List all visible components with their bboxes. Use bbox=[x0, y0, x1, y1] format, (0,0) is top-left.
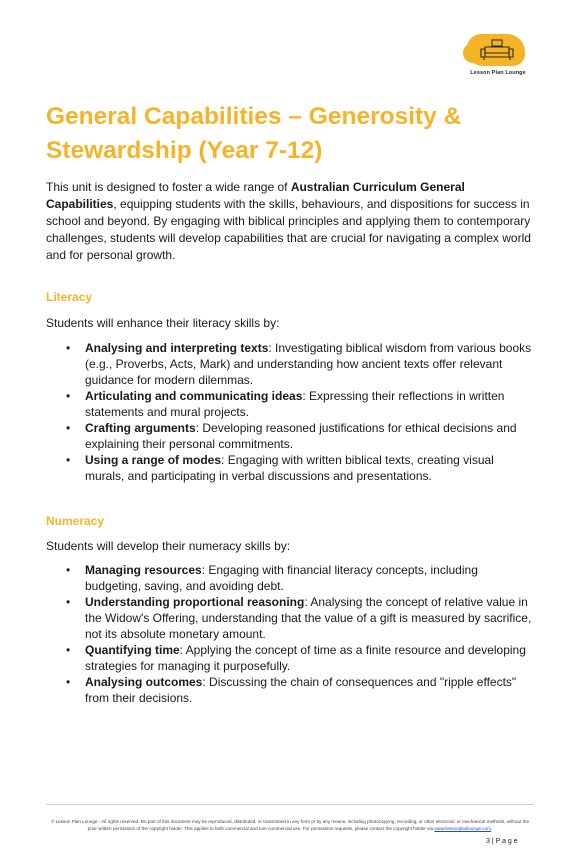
list-item: • Analysing and interpreting texts: Investigating biblical wisdom from various books (e.g., Proverbs, Acts, Mark) and understanding how ancient texts offer relevant guidance for modern dilemmas. bbox=[66, 341, 532, 387]
list-item: • Analysing outcomes: Discussing the chain of consequences and "ripple effects" from their decisions. bbox=[66, 675, 517, 705]
page-number: 3 | P a g e bbox=[486, 838, 518, 845]
list-item: • Quantifying time: Applying the concept of time as a finite resource and developing strategies for managing it purposefully. bbox=[66, 643, 526, 673]
bullet-icon: • bbox=[66, 389, 71, 403]
intro-paragraph: This unit is designed to foster a wide range of Australian Curriculum General Capabilities, equipping students with the skills, behaviours, and dispositions for success in school and beyond. By engaging with biblical principles and applying them to contemporary challenges, students will develop capabilities that are crucial for navigating a complex world and for personal growth. bbox=[46, 180, 531, 262]
literacy-list bbox=[46, 340, 536, 484]
list-item: • Crafting arguments: Developing reasoned justifications for ethical decisions and explaining their personal commitments. bbox=[66, 421, 517, 451]
bullet-icon: • bbox=[66, 675, 71, 689]
literacy-lead: Students will enhance their literacy skills by: bbox=[46, 316, 280, 330]
brand-logo bbox=[461, 29, 535, 79]
page-title: General Capabilities – Generosity & Stewardship (Year 7-12) bbox=[46, 103, 462, 164]
bullet-icon: • bbox=[66, 563, 71, 577]
bullet-icon: • bbox=[66, 453, 71, 467]
bullet-icon: • bbox=[66, 421, 71, 435]
numeracy-list bbox=[46, 562, 536, 706]
literacy-heading: Literacy bbox=[46, 290, 93, 304]
list-item: • Understanding proportional reasoning: Analysing the concept of relative value in the Widow's Offering, understanding that the value of a gift is measured by sacrifice, not its absolute monetary amount. bbox=[66, 595, 532, 641]
website-link[interactable]: www.lessonplanlounge.com bbox=[434, 826, 492, 831]
logo-text: Lesson Plan Lounge bbox=[470, 70, 526, 76]
bullet-icon: • bbox=[66, 595, 71, 609]
list-item: • Using a range of modes: Engaging with written biblical texts, creating visual murals, and participating in verbal discussions and presentations. bbox=[66, 453, 494, 483]
bullet-icon: • bbox=[66, 341, 71, 355]
sofa-icon bbox=[475, 35, 519, 65]
numeracy-lead: Students will develop their numeracy skills by: bbox=[46, 539, 291, 553]
numeracy-heading: Numeracy bbox=[46, 514, 105, 528]
bullet-icon: • bbox=[66, 643, 71, 657]
footer-divider bbox=[46, 804, 534, 805]
copyright-notice: © Lesson Plan Lounge - All rights reserved. No part of this document may be reproduced, distributed, or transmitted in any form or by any means, including photocopying, recording, or other electronic or mechanical methods, without the prior written permission of the copyright holder. This applies to both commercial and non-commercial use. For permission requests, please contact the copyright holder via www.lessonplanlounge.com. bbox=[50, 819, 530, 831]
list-item: • Managing resources: Engaging with financial literacy concepts, including budgeting, saving, and avoiding debt. bbox=[66, 563, 478, 593]
list-item: • Articulating and communicating ideas: Expressing their reflections in written statements and mural projects. bbox=[66, 389, 505, 419]
